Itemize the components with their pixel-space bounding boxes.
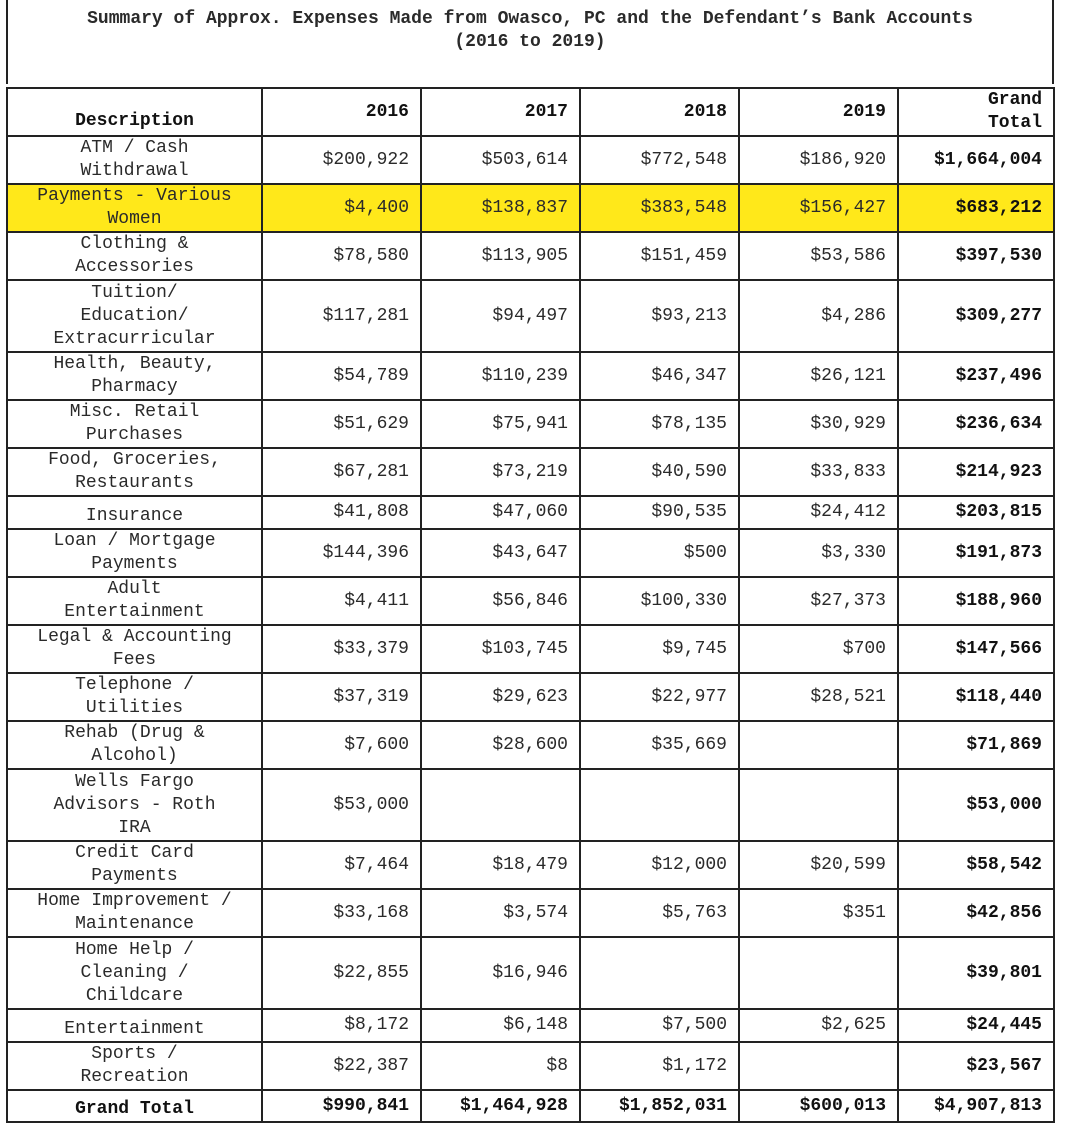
title-line-2: (2016 to 2019) — [454, 32, 606, 52]
row-description-line: Recreation — [80, 1067, 189, 1087]
row-description — [7, 448, 262, 496]
cell-2018: $7,500 — [580, 1009, 739, 1042]
cell-grand-total: $397,530 — [898, 232, 1054, 280]
cell-2018: $12,000 — [580, 841, 739, 889]
table-row — [7, 1042, 1054, 1090]
table-row — [7, 529, 1054, 577]
cell-2017: $56,846 — [421, 577, 580, 625]
row-description-line: Fees — [112, 650, 157, 670]
row-description — [7, 625, 262, 673]
cell-2019: $4,286 — [739, 280, 898, 352]
cell-2016: $22,855 — [262, 937, 421, 1009]
cell-2016: $8,172 — [262, 1009, 421, 1042]
cell-grand-total: $24,445 — [898, 1009, 1054, 1042]
cell-grand-total: $58,542 — [898, 841, 1054, 889]
cell-2019: $186,920 — [739, 136, 898, 184]
document-title — [8, 8, 1052, 54]
cell-2018: $35,669 — [580, 721, 739, 769]
cell-2018 — [580, 937, 739, 1009]
cell-2019 — [739, 937, 898, 1009]
cell-2017: $103,745 — [421, 625, 580, 673]
cell-grand-total: $42,856 — [898, 889, 1054, 937]
cell-2018: $9,745 — [580, 625, 739, 673]
row-description — [7, 673, 262, 721]
row-description-line: Adult — [107, 579, 162, 599]
table-row — [7, 352, 1054, 400]
table-row — [7, 673, 1054, 721]
row-description-line: Maintenance — [75, 914, 194, 934]
header-grand-total-line-1: Grand — [987, 90, 1042, 110]
table-row — [7, 496, 1054, 529]
row-description-line: Wells Fargo — [75, 771, 194, 792]
cell-grand-total: $39,801 — [898, 937, 1054, 1009]
cell-grand-total: $237,496 — [898, 352, 1054, 400]
row-description-line: Entertainment — [64, 1019, 205, 1039]
cell-2019: $33,833 — [739, 448, 898, 496]
cell-grand-total: $191,873 — [898, 529, 1054, 577]
table-row — [7, 721, 1054, 769]
cell-grand-total: $1,664,004 — [898, 136, 1054, 184]
cell-2019: $351 — [739, 889, 898, 937]
table-row — [7, 937, 1054, 1009]
cell-2019 — [739, 769, 898, 841]
cell-2019: $53,586 — [739, 232, 898, 280]
cell-2017: $16,946 — [421, 937, 580, 1009]
cell-2016: $7,600 — [262, 721, 421, 769]
table-row — [7, 1009, 1054, 1042]
cell-2017: $113,905 — [421, 232, 580, 280]
cell-2017 — [421, 769, 580, 841]
row-description-line: Pharmacy — [91, 377, 178, 397]
cell-2019: $156,427 — [739, 184, 898, 232]
title-box — [6, 0, 1054, 84]
cell-2017: $6,148 — [421, 1009, 580, 1042]
cell-2017: $3,574 — [421, 889, 580, 937]
cell-2019 — [739, 1042, 898, 1090]
header-grand-total-line-2: Total — [987, 113, 1042, 133]
table-row — [7, 184, 1054, 232]
cell-2018: $383,548 — [580, 184, 739, 232]
cell-2016: $117,281 — [262, 280, 421, 352]
row-description-line: Payments - Various — [37, 186, 232, 206]
row-description-line: Sports / — [91, 1044, 178, 1064]
table-row — [7, 232, 1054, 280]
cell-2017: $73,219 — [421, 448, 580, 496]
row-description — [7, 529, 262, 577]
cell-grand-total: $118,440 — [898, 673, 1054, 721]
cell-2018: $78,135 — [580, 400, 739, 448]
row-description-line: Payments — [91, 554, 178, 574]
row-description-line: Tuition/ — [91, 282, 178, 303]
row-description — [7, 352, 262, 400]
table-row — [7, 889, 1054, 937]
cell-2019: $3,330 — [739, 529, 898, 577]
cell-2017: $503,614 — [421, 136, 580, 184]
cell-2017: $18,479 — [421, 841, 580, 889]
cell-2017: $43,647 — [421, 529, 580, 577]
cell-grand-total: $309,277 — [898, 280, 1054, 352]
cell-2019: $20,599 — [739, 841, 898, 889]
cell-2016: $67,281 — [262, 448, 421, 496]
cell-2018: $151,459 — [580, 232, 739, 280]
row-description — [7, 889, 262, 937]
cell-2018: $500 — [580, 529, 739, 577]
cell-2018: $90,535 — [580, 496, 739, 529]
row-description — [7, 136, 262, 184]
table-row — [7, 448, 1054, 496]
row-description-line: Legal & Accounting — [37, 627, 232, 647]
cell-grand-total: $71,869 — [898, 721, 1054, 769]
table-row — [7, 400, 1054, 448]
header-grand-total — [898, 88, 1054, 136]
table-body — [7, 136, 1054, 1090]
cell-grand-total: $214,923 — [898, 448, 1054, 496]
row-description-line: Home Help / — [75, 939, 194, 960]
header-2018: 2018 — [580, 88, 739, 136]
expenses-table — [6, 87, 1055, 1123]
row-description — [7, 232, 262, 280]
row-description — [7, 1042, 262, 1090]
cell-2017: $8 — [421, 1042, 580, 1090]
grand-total-label: Grand Total — [7, 1090, 262, 1122]
row-description — [7, 400, 262, 448]
cell-grand-total: $53,000 — [898, 769, 1054, 841]
cell-2016: $53,000 — [262, 769, 421, 841]
row-description-line: Credit Card — [75, 843, 194, 863]
row-description-line: Withdrawal — [80, 161, 189, 181]
cell-grand-total: $188,960 — [898, 577, 1054, 625]
table-row — [7, 280, 1054, 352]
row-description — [7, 577, 262, 625]
cell-2017: $75,941 — [421, 400, 580, 448]
row-description-line: Alcohol) — [91, 746, 178, 766]
cell-2019: $28,521 — [739, 673, 898, 721]
cell-2016: $33,168 — [262, 889, 421, 937]
cell-2018: $93,213 — [580, 280, 739, 352]
grand-total-2016: $990,841 — [262, 1090, 421, 1122]
cell-2016: $22,387 — [262, 1042, 421, 1090]
grand-total-sum: $4,907,813 — [898, 1090, 1054, 1122]
cell-2018: $100,330 — [580, 577, 739, 625]
row-description-line: Restaurants — [75, 473, 194, 493]
cell-2019: $24,412 — [739, 496, 898, 529]
grand-total-2018: $1,852,031 — [580, 1090, 739, 1122]
title-line-1: Summary of Approx. Expenses Made from Owasco, PC and the Defendant’s Bank Accounts — [87, 9, 973, 29]
grand-total-row — [7, 1090, 1054, 1122]
row-description-line: Misc. Retail — [69, 402, 200, 422]
cell-2016: $4,411 — [262, 577, 421, 625]
cell-2016: $54,789 — [262, 352, 421, 400]
cell-grand-total: $147,566 — [898, 625, 1054, 673]
header-2016: 2016 — [262, 88, 421, 136]
cell-2018: $1,172 — [580, 1042, 739, 1090]
cell-2018: $22,977 — [580, 673, 739, 721]
row-description-line: Loan / Mortgage — [53, 531, 216, 551]
cell-2017: $110,239 — [421, 352, 580, 400]
cell-2017: $29,623 — [421, 673, 580, 721]
table-row — [7, 136, 1054, 184]
cell-2019: $2,625 — [739, 1009, 898, 1042]
row-description-line: Cleaning / — [80, 962, 189, 983]
row-description — [7, 280, 262, 352]
cell-2018: $5,763 — [580, 889, 739, 937]
table-row — [7, 625, 1054, 673]
cell-grand-total: $203,815 — [898, 496, 1054, 529]
cell-2018 — [580, 769, 739, 841]
header-2019: 2019 — [739, 88, 898, 136]
row-description-line: Education/ — [80, 305, 189, 326]
cell-2016: $51,629 — [262, 400, 421, 448]
row-description-line: Rehab (Drug & — [64, 723, 205, 743]
row-description-line: Telephone / — [75, 675, 194, 695]
cell-2019 — [739, 721, 898, 769]
cell-2016: $78,580 — [262, 232, 421, 280]
cell-2017: $94,497 — [421, 280, 580, 352]
header-2017: 2017 — [421, 88, 580, 136]
row-description-line: Utilities — [85, 698, 184, 718]
row-description — [7, 496, 262, 529]
cell-2019: $700 — [739, 625, 898, 673]
cell-grand-total: $23,567 — [898, 1042, 1054, 1090]
cell-2018: $40,590 — [580, 448, 739, 496]
row-description — [7, 937, 262, 1009]
table-row — [7, 577, 1054, 625]
cell-2019: $27,373 — [739, 577, 898, 625]
cell-2017: $138,837 — [421, 184, 580, 232]
cell-2016: $7,464 — [262, 841, 421, 889]
row-description-line: Payments — [91, 866, 178, 886]
cell-2016: $41,808 — [262, 496, 421, 529]
cell-2019: $30,929 — [739, 400, 898, 448]
row-description — [7, 721, 262, 769]
row-description-line: Childcare — [85, 985, 184, 1006]
row-description-line: Insurance — [85, 506, 184, 526]
row-description-line: Health, Beauty, — [53, 354, 216, 374]
row-description-line: Accessories — [75, 257, 194, 277]
row-description-line: IRA — [118, 817, 151, 838]
cell-2016: $33,379 — [262, 625, 421, 673]
cell-2016: $37,319 — [262, 673, 421, 721]
cell-2016: $4,400 — [262, 184, 421, 232]
cell-2016: $144,396 — [262, 529, 421, 577]
cell-grand-total: $683,212 — [898, 184, 1054, 232]
row-description — [7, 841, 262, 889]
row-description-line: Extracurricular — [53, 328, 216, 349]
row-description — [7, 769, 262, 841]
header-description: Description — [7, 88, 262, 136]
row-description-line: Advisors - Roth — [53, 794, 216, 815]
row-description — [7, 184, 262, 232]
row-description-line: ATM / Cash — [80, 138, 189, 158]
table-row — [7, 841, 1054, 889]
cell-2017: $47,060 — [421, 496, 580, 529]
cell-2018: $772,548 — [580, 136, 739, 184]
row-description-line: Entertainment — [64, 602, 205, 622]
row-description — [7, 1009, 262, 1042]
header-row — [7, 88, 1054, 136]
cell-2016: $200,922 — [262, 136, 421, 184]
cell-grand-total: $236,634 — [898, 400, 1054, 448]
grand-total-2019: $600,013 — [739, 1090, 898, 1122]
row-description-line: Purchases — [85, 425, 184, 445]
row-description-line: Home Improvement / — [37, 891, 232, 911]
grand-total-2017: $1,464,928 — [421, 1090, 580, 1122]
row-description-line: Food, Groceries, — [48, 450, 221, 470]
row-description-line: Clothing & — [80, 234, 189, 254]
cell-2018: $46,347 — [580, 352, 739, 400]
row-description-line: Women — [107, 209, 162, 229]
table-row — [7, 769, 1054, 841]
cell-2019: $26,121 — [739, 352, 898, 400]
cell-2017: $28,600 — [421, 721, 580, 769]
